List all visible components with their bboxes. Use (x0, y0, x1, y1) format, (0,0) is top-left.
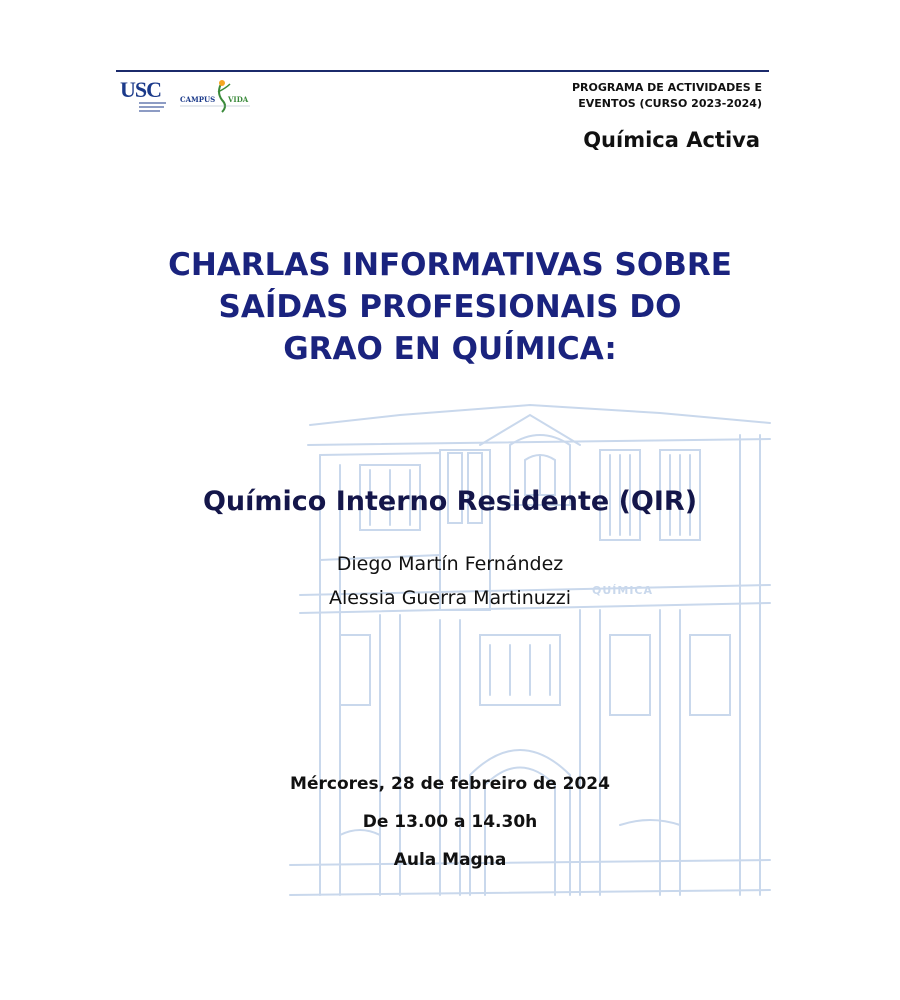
talk-subtitle: Químico Interno Residente (QIR) (202, 486, 698, 517)
main-title-line1: CHARLAS INFORMATIVAS SOBRE (168, 247, 732, 283)
main-title-line2: SAÍDAS PROFESIONAIS DO (218, 289, 682, 325)
section-title: Química Activa (583, 128, 760, 152)
event-place: Aula Magna (393, 850, 507, 870)
usc-logo-text: USC (120, 77, 162, 102)
usc-logo-subtext (138, 101, 168, 116)
program-title-line2: EVENTOS (CURSO 2023-2024) (578, 97, 762, 110)
svg-text:VIDA: VIDA (228, 95, 249, 104)
event-details (230, 765, 670, 879)
main-title (60, 244, 840, 370)
main-title-line3: GRAO EN QUÍMICA: (283, 331, 617, 367)
speaker-name: Alessia Guerra Martinuzzi (328, 587, 572, 609)
speakers-list (230, 547, 670, 615)
event-time: De 13.00 a 14.30h (362, 812, 538, 832)
campus-vida-logo (178, 78, 252, 114)
header-rule (116, 70, 769, 72)
program-title (500, 80, 762, 112)
speaker-name: Diego Martín Fernández (336, 553, 564, 575)
program-title-line1: PROGRAMA DE ACTIVIDADES E (571, 81, 762, 94)
svg-text:CAMPUS: CAMPUS (180, 95, 216, 104)
usc-logo (120, 79, 168, 117)
watermark-label: QUÍMICA (592, 584, 654, 597)
event-date: Mércores, 28 de febreiro de 2024 (290, 774, 610, 794)
